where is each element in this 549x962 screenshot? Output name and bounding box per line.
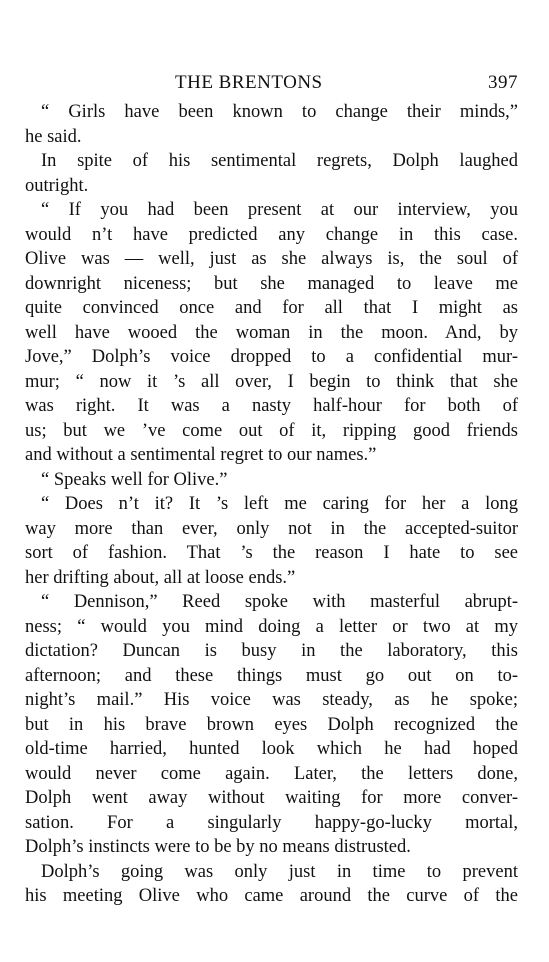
text-line: would n’t have predicted any change in this case. <box>25 224 518 245</box>
page-number: 397 <box>488 72 518 93</box>
text-line: night’s mail.” His voice was steady, as he spoke; <box>25 690 518 710</box>
paragraph <box>25 149 518 198</box>
text-line: Dolph’s going was only just in time to prevent <box>41 861 518 882</box>
text-line: downright niceness; but she managed to leave me <box>25 273 518 294</box>
text-line: ness; “ would you mind doing a letter or two at my <box>25 616 518 637</box>
text-line: In spite of his sentimental regrets, Dolph laughed <box>41 151 518 171</box>
text-line: Dolph’s instincts were to be by no means distrusted. <box>25 837 411 857</box>
text-line: and without a sentimental regret to our names.” <box>25 445 377 465</box>
text-line: would never come again. Later, the letters done, <box>25 763 518 784</box>
paragraph <box>25 860 518 909</box>
text-line: Jove,” Dolph’s voice dropped to a confidential mur- <box>25 347 518 367</box>
text-line: her drifting about, all at loose ends.” <box>25 567 296 588</box>
text-line: us; but we ’ve come out of it, ripping good friends <box>25 420 518 441</box>
text-line: mur; “ now it ’s all over, I begin to think that she <box>25 371 518 392</box>
body-text <box>25 100 518 909</box>
text-line: Dolph went away without waiting for more conver- <box>25 788 518 808</box>
paragraph <box>25 590 518 860</box>
text-line: was right. It was a nasty half-hour for both of <box>25 396 518 416</box>
text-line: outright. <box>25 175 89 196</box>
text-line: sation. For a singularly happy-go-lucky mortal, <box>25 812 518 833</box>
text-line: “ Speaks well for Olive.” <box>41 469 228 490</box>
text-line: Olive was — well, just as she always is, the soul of <box>25 249 518 269</box>
text-line: quite convinced once and for all that I might as <box>25 298 518 318</box>
text-line: afternoon; and these things must go out on to- <box>25 665 518 686</box>
paragraph <box>25 468 518 493</box>
paragraph <box>25 198 518 468</box>
paragraph <box>25 100 518 149</box>
text-line: but in his brave brown eyes Dolph recognized the <box>25 714 518 735</box>
text-line: dictation? Duncan is busy in the laboratory, this <box>25 641 518 661</box>
running-header <box>25 70 518 100</box>
text-line: well have wooed the woman in the moon. And, by <box>25 322 518 343</box>
running-title: THE BRENTONS <box>175 72 323 93</box>
text-line: old-time harried, hunted look which he had hoped <box>25 739 518 759</box>
paragraph <box>25 492 518 590</box>
book-page <box>25 70 518 909</box>
text-line: his meeting Olive who came around the curve of the <box>25 886 518 906</box>
text-line: “ Girls have been known to change their minds,” <box>41 102 518 122</box>
text-line: way more than ever, only not in the accepted-suitor <box>25 518 518 539</box>
text-line: “ If you had been present at our interview, you <box>41 200 518 220</box>
text-line: sort of fashion. That ’s the reason I hate to see <box>25 543 518 563</box>
text-line: “ Dennison,” Reed spoke with masterful abrupt- <box>41 592 518 612</box>
text-line: “ Does n’t it? It ’s left me caring for her a long <box>41 494 518 514</box>
text-line: he said. <box>25 126 82 147</box>
